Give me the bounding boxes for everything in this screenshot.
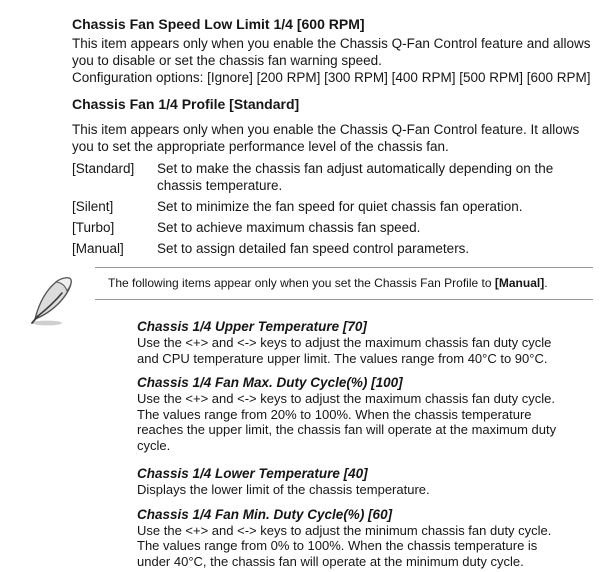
note-box	[95, 267, 593, 300]
subsection-heading: Chassis 1/4 Fan Min. Duty Cycle(%) [60]	[137, 506, 393, 522]
section2-heading: Chassis Fan 1/4 Profile [Standard]	[72, 96, 300, 112]
option-description: Set to minimize the fan speed for quiet chassis fan operation.	[157, 199, 523, 214]
configuration-options-line: Configuration options: [Ignore] [200 RPM] [300 RPM] [400 RPM] [500 RPM] [600 RPM]	[72, 70, 591, 85]
section1-paragraph	[72, 35, 594, 86]
paragraph-line: you to set the appropriate performance level of the chassis fan.	[72, 139, 449, 154]
option-row-silent	[72, 198, 594, 215]
subsection-heading: Chassis 1/4 Fan Max. Duty Cycle(%) [100]	[137, 375, 403, 390]
section1-heading: Chassis Fan Speed Low Limit 1/4 [600 RPM]	[72, 16, 365, 32]
subsection-heading: Chassis 1/4 Upper Temperature [70]	[137, 319, 367, 334]
note-bold-value: [Manual]	[494, 276, 545, 290]
section2-paragraph	[72, 121, 594, 155]
option-term: [Standard]	[72, 161, 135, 176]
subsection-heading: Chassis 1/4 Lower Temperature [40]	[137, 466, 368, 481]
paragraph-line: This item appears only when you enable the Chassis Q-Fan Control feature and allows	[72, 36, 591, 51]
quill-pen-icon	[29, 273, 79, 329]
paragraph-line: you to disable or set the chassis fan warning speed.	[72, 53, 382, 68]
option-description: Set to achieve maximum chassis fan speed.	[157, 220, 421, 235]
option-term: [Turbo]	[72, 220, 115, 235]
option-row-turbo	[72, 219, 594, 236]
option-row-manual	[72, 240, 594, 257]
note-text: The following items appear only when you set the Chassis Fan Profile to [Manual].	[108, 276, 548, 290]
subsection-max-duty-cycle: Chassis 1/4 Fan Max. Duty Cycle(%) [100] Use the <+> and <-> keys to adjust the maximum chassis fan duty cycle. The values range from 20% to 100%. When the chassis temperature reaches the upper limit, the chassis fan will operate at the maximum duty cycle.	[137, 374, 594, 453]
subsection-lower-temperature: Chassis 1/4 Lower Temperature [40] Displays the lower limit of the chassis temperature.	[137, 465, 594, 498]
subsection-upper-temperature: Chassis 1/4 Upper Temperature [70] Use the <+> and <-> keys to adjust the maximum chassis fan duty cycle and CPU temperature upper limit. The values range from 40°C to 90°C.	[137, 318, 594, 366]
option-term: [Manual]	[72, 241, 124, 256]
subsection-min-duty-cycle: Chassis 1/4 Fan Min. Duty Cycle(%) [60] Use the <+> and <-> keys to adjust the minimum chassis fan duty cycle. The values range from 0% to 100%. When the chassis temperature is under 40°C, the chassis fan will operate at the minimum duty cycle.	[137, 506, 594, 570]
note-callout	[0, 267, 594, 300]
manual-subsections	[137, 318, 594, 569]
option-description: Set to assign detailed fan speed control parameters.	[157, 241, 470, 256]
profile-options-list	[72, 160, 594, 257]
option-row-standard	[72, 160, 594, 194]
paragraph-line: This item appears only when you enable the Chassis Q-Fan Control feature. It allows	[72, 122, 580, 137]
option-description: Set to make the chassis fan adjust automatically depending on the chassis temperature.	[157, 161, 554, 193]
option-term: [Silent]	[72, 199, 114, 214]
